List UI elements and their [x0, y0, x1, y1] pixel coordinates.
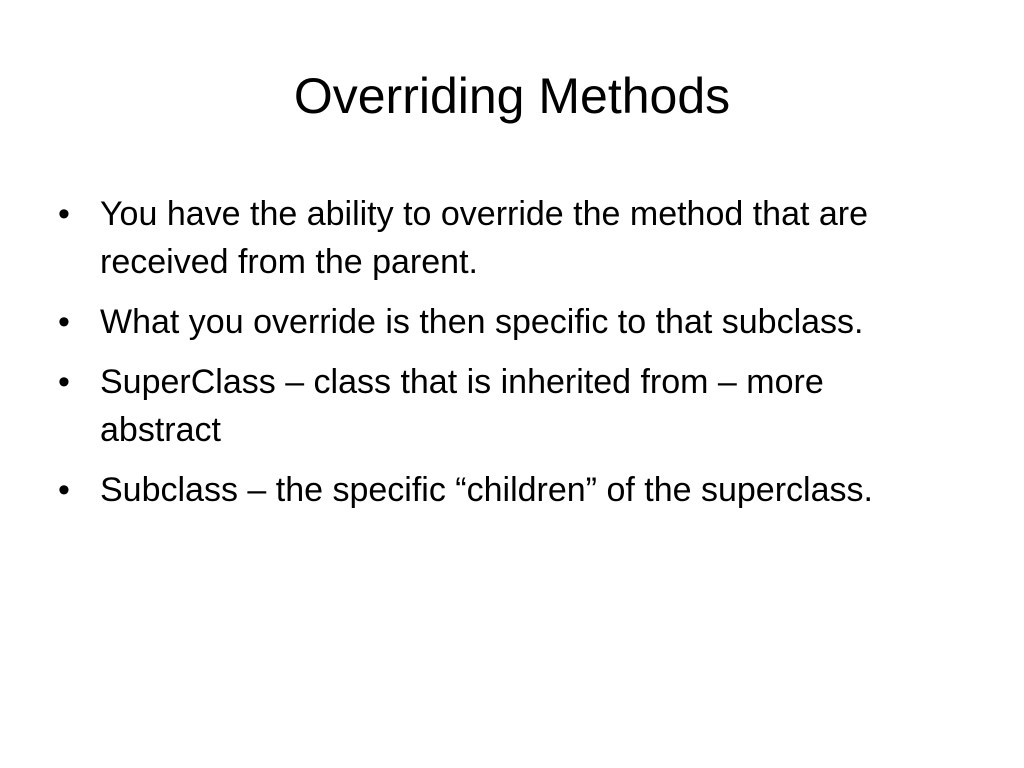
bullet-list: [58, 190, 908, 526]
bullet-icon: •: [58, 195, 70, 233]
bullet-text: You have the ability to override the method that are received from the parent.: [100, 195, 869, 281]
bullet-item-1: [58, 190, 908, 286]
bullet-icon: •: [58, 363, 70, 401]
bullet-text: What you override is then specific to that subclass.: [100, 303, 864, 341]
bullet-text: SuperClass – class that is inherited from – more abstract: [100, 363, 824, 449]
bullet-item-3: [58, 358, 908, 454]
bullet-item-2: [58, 298, 908, 346]
bullet-icon: •: [58, 303, 70, 341]
bullet-text: Subclass – the specific “children” of the superclass.: [100, 471, 873, 509]
bullet-item-4: [58, 466, 908, 514]
slide-title: Overriding Methods: [293, 68, 731, 124]
bullet-icon: •: [58, 471, 70, 509]
